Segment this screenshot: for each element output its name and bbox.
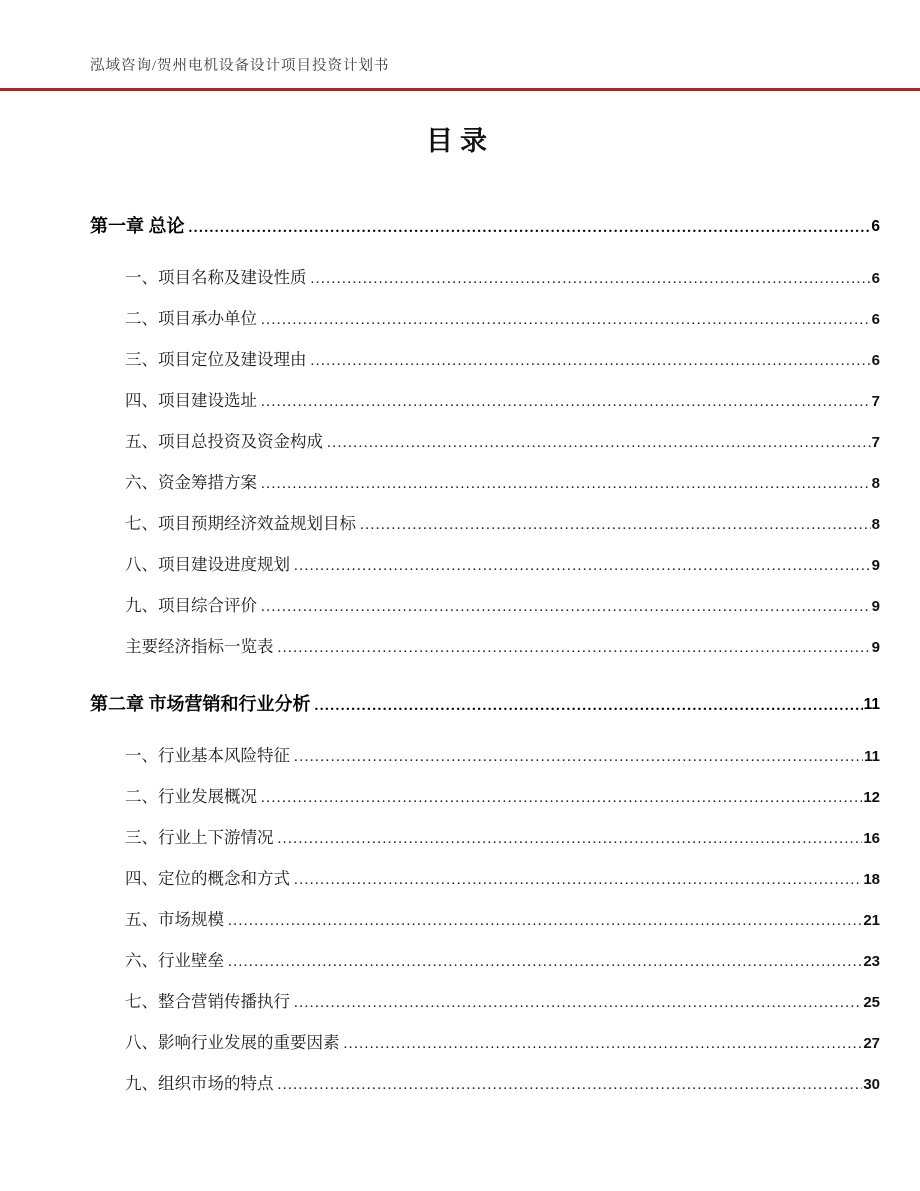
toc-page-number: 11: [864, 747, 880, 765]
toc-page-number: 6: [871, 218, 880, 236]
toc-page-number: 23: [863, 952, 880, 970]
toc-chapter-label: 第一章 总论: [90, 215, 185, 236]
toc-item-row[interactable]: [125, 576, 880, 617]
toc-item-row[interactable]: [125, 1013, 880, 1054]
toc-page-number: 21: [863, 911, 880, 929]
toc-page-number: 27: [863, 1034, 880, 1052]
toc-entry-label: 五、项目总投资及资金构成: [125, 431, 323, 451]
toc-leader-dots: [278, 1075, 863, 1095]
toc-leader-dots: [261, 597, 871, 617]
toc-page-number: 18: [863, 870, 880, 888]
toc-entry-label: 九、组织市场的特点: [125, 1073, 274, 1093]
toc-entry-label: 五、市场规模: [125, 909, 224, 929]
toc-leader-dots: [294, 993, 862, 1013]
toc-item-row[interactable]: [125, 371, 880, 412]
toc-item-row[interactable]: [125, 767, 880, 808]
toc-item-row[interactable]: [125, 617, 880, 658]
toc-item-row[interactable]: [125, 330, 880, 371]
toc-item-row[interactable]: [125, 972, 880, 1013]
toc-entry-label: 二、项目承办单位: [125, 308, 257, 328]
toc-leader-dots: [228, 952, 862, 972]
toc-leader-dots: [327, 433, 871, 453]
toc-page-number: 30: [863, 1075, 880, 1093]
toc-entry-label: 四、项目建设选址: [125, 390, 257, 410]
toc-leader-dots: [261, 392, 871, 412]
toc-entry-label: 六、资金筹措方案: [125, 472, 257, 492]
toc-leader-dots: [278, 829, 863, 849]
toc-leader-dots: [344, 1034, 863, 1054]
toc-entry-label: 主要经济指标一览表: [125, 636, 274, 656]
toc-leader-dots: [228, 911, 862, 931]
toc-chapter-row[interactable]: [90, 672, 880, 716]
toc-leader-dots: [294, 556, 871, 576]
toc-entry-label: 三、行业上下游情况: [125, 827, 274, 847]
toc-item-row[interactable]: [125, 849, 880, 890]
toc-leader-dots: [278, 638, 871, 658]
toc-item-row[interactable]: [125, 931, 880, 972]
toc-item-row[interactable]: [125, 1054, 880, 1095]
toc-page-number: 9: [871, 597, 880, 615]
toc-page-number: 6: [871, 310, 880, 328]
toc-item-row[interactable]: [125, 726, 880, 767]
toc-leader-dots: [261, 310, 871, 330]
toc-leader-dots: [311, 269, 871, 289]
toc-entry-label: 七、项目预期经济效益规划目标: [125, 513, 356, 533]
toc: [90, 180, 880, 1095]
toc-page-number: 6: [871, 269, 880, 287]
toc-item-row[interactable]: [125, 808, 880, 849]
toc-leader-dots: [294, 870, 862, 890]
toc-leader-dots: [294, 747, 863, 767]
toc-page-number: 8: [871, 515, 880, 533]
toc-entry-label: 九、项目综合评价: [125, 595, 257, 615]
toc-entry-label: 一、行业基本风险特征: [125, 745, 290, 765]
toc-page-number: 11: [863, 696, 880, 714]
toc-entry-label: 一、项目名称及建设性质: [125, 267, 307, 287]
toc-chapter-items: [125, 248, 880, 658]
toc-page-number: 16: [863, 829, 880, 847]
toc-item-row[interactable]: [125, 248, 880, 289]
toc-item-row[interactable]: [125, 890, 880, 931]
toc-entry-label: 八、项目建设进度规划: [125, 554, 290, 574]
toc-page-number: 8: [871, 474, 880, 492]
toc-chapter-items: [125, 726, 880, 1095]
toc-entry-label: 六、行业壁垒: [125, 950, 224, 970]
toc-page-number: 9: [871, 556, 880, 574]
toc-page-number: 6: [871, 351, 880, 369]
toc-chapter-row[interactable]: [90, 194, 880, 238]
toc-leader-dots: [261, 788, 862, 808]
toc-chapter-block: [90, 672, 880, 1095]
toc-item-row[interactable]: [125, 289, 880, 330]
toc-entry-label: 三、项目定位及建设理由: [125, 349, 307, 369]
toc-leader-dots: [315, 696, 863, 716]
toc-entry-label: 二、行业发展概况: [125, 786, 257, 806]
toc-leader-dots: [311, 351, 871, 371]
toc-page-number: 9: [871, 638, 880, 656]
toc-entry-label: 七、整合营销传播执行: [125, 991, 290, 1011]
toc-entry-label: 八、影响行业发展的重要因素: [125, 1032, 340, 1052]
toc-page-number: 12: [863, 788, 880, 806]
toc-entry-label: 四、定位的概念和方式: [125, 868, 290, 888]
toc-page-number: 7: [871, 392, 880, 410]
page-title: 目录: [426, 126, 494, 156]
header-rule-line: [0, 88, 920, 91]
toc-chapter-block: [90, 194, 880, 658]
toc-page-number: 25: [863, 993, 880, 1011]
toc-leader-dots: [360, 515, 871, 535]
document-header-text: 泓域咨询/贺州电机设备设计项目投资计划书: [90, 58, 390, 74]
toc-item-row[interactable]: [125, 494, 880, 535]
toc-leader-dots: [261, 474, 871, 494]
toc-chapter-label: 第二章 市场营销和行业分析: [90, 693, 311, 714]
toc-item-row[interactable]: [125, 412, 880, 453]
toc-item-row[interactable]: [125, 453, 880, 494]
toc-item-row[interactable]: [125, 535, 880, 576]
toc-page-number: 7: [871, 433, 880, 451]
toc-leader-dots: [189, 218, 871, 238]
